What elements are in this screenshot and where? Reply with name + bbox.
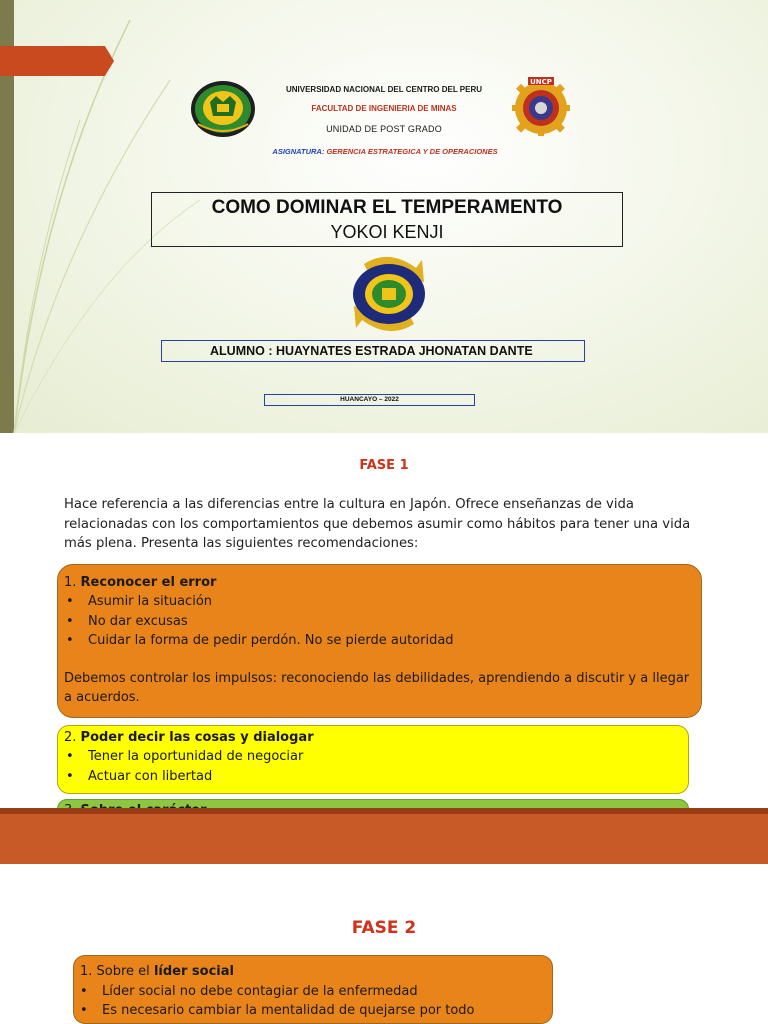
list-item: [64, 767, 688, 786]
bullet-icon: •: [66, 613, 74, 629]
faculty-logo-icon: [190, 80, 256, 138]
fase2-section1-title: líder social: [153, 964, 234, 979]
subject-line: [180, 147, 590, 156]
fase1-intro: Hace referencia a las diferencias entre la cultura en Japón. Ofrece enseñanzas de vida relacionadas con los comportamientos que debemos asumir como hábitos para tener una vida más plena. Presenta las siguientes recomendaciones:: [64, 497, 691, 551]
bullet-text: No dar excusas: [88, 613, 188, 629]
fase2-heading: FASE 2: [351, 918, 417, 938]
section2-card: [57, 725, 689, 794]
section1-title: Reconocer el error: [80, 575, 217, 590]
subject-value: GERENCIA ESTRATEGICA Y DE OPERACIONES: [326, 147, 498, 156]
section2-heading: [64, 728, 688, 747]
bullet-icon: •: [66, 594, 74, 610]
fase1-slide: [0, 433, 768, 838]
list-item: [64, 747, 688, 766]
book-author: YOKOI KENJI: [330, 222, 444, 242]
bullet-text: Líder social no debe contagiar de la enfermedad: [102, 983, 418, 999]
section1-number: 1.: [64, 575, 81, 590]
section1-card: [57, 564, 702, 718]
uncp-gear-logo-icon: [510, 76, 572, 136]
section1-heading: [64, 573, 701, 592]
bullet-icon: •: [80, 1003, 88, 1018]
section2-title: Poder decir las cosas y dialogar: [80, 730, 314, 745]
faculty-name: FACULTAD DE INGENIERIA DE MINAS: [311, 104, 457, 113]
list-item: [80, 1001, 552, 1021]
book-title: COMO DOMINAR EL TEMPERAMENTO: [211, 197, 563, 218]
bullet-text: Asumir la situación: [88, 594, 213, 610]
section2-number: 2.: [64, 730, 81, 745]
city-year-box: HUANCAYO – 2022: [264, 394, 475, 406]
fase2-section1-card: [73, 955, 553, 1024]
subject-label: ASIGNATURA:: [272, 147, 325, 156]
bullet-icon: •: [66, 632, 74, 648]
slide-divider-band: [0, 808, 768, 864]
student-box: ALUMNO : HUAYNATES ESTRADA JHONATAN DANTE: [161, 340, 585, 362]
fase2-section1-heading: [80, 962, 552, 982]
arrow-tab-decoration: [0, 46, 114, 76]
bullet-text: Actuar con libertad: [88, 768, 213, 784]
section1-paragraph: Debemos controlar los impulsos: reconociendo las debilidades, aprendiendo a discutir y a llegar a acuerdos.: [64, 671, 690, 706]
fase1-heading: FASE 1: [359, 458, 409, 473]
bullet-text: Cuidar la forma de pedir perdón. No se pierde autoridad: [88, 632, 454, 648]
unit-name: UNIDAD DE POST GRADO: [326, 124, 442, 134]
bullet-icon: •: [66, 749, 74, 765]
bullet-text: Tener la oportunidad de negociar: [88, 749, 304, 765]
cover-slide: [0, 0, 768, 433]
center-emblem-icon: [344, 254, 434, 334]
uncp-logo-text: UNCP: [530, 78, 552, 86]
list-item: [80, 982, 552, 1002]
bullet-icon: •: [80, 983, 88, 999]
bullet-text: Es necesario cambiar la mentalidad de quejarse por todo: [102, 1003, 475, 1018]
divider-top-line: [0, 808, 768, 814]
list-item: [64, 631, 701, 650]
list-item: [64, 592, 701, 611]
fase2-section1-number: 1. Sobre el: [80, 964, 154, 979]
title-box: [151, 192, 623, 247]
bullet-icon: •: [66, 768, 74, 784]
university-name: UNIVERSIDAD NACIONAL DEL CENTRO DEL PERU: [285, 85, 483, 94]
list-item: [64, 612, 701, 631]
